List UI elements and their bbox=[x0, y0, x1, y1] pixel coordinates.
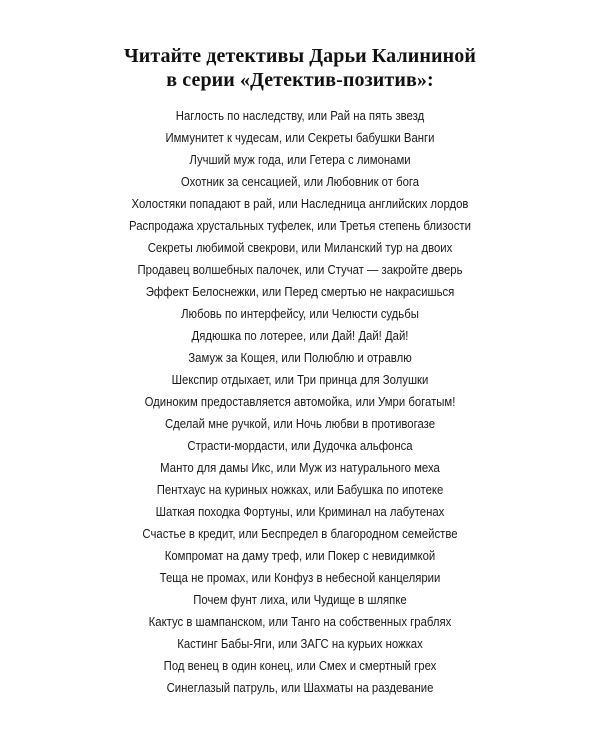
book-title: Холостяки попадают в рай, или Наследница английских лордов bbox=[131, 196, 469, 211]
book-title: Замуж за Кощея, или Полюблю и отравлю bbox=[188, 350, 412, 365]
heading-line-2: в серии «Детектив-позитив»: bbox=[166, 69, 434, 91]
book-title: Теща не промах, или Конфуз в небесной канцелярии bbox=[159, 570, 441, 585]
book-title: Любовь по интерфейсу, или Челюсти судьбы bbox=[181, 306, 419, 321]
book-title: Шаткая походка Фортуны, или Криминал на лабутенах bbox=[155, 504, 445, 519]
book-title: Кастинг Бабы-Яги, или ЗАГС на курьих ножках bbox=[177, 636, 423, 651]
book-title: Эффект Белоснежки, или Перед смертью не накрасишься bbox=[145, 284, 455, 299]
book-title: Почем фунт лиха, или Чудище в шляпке bbox=[193, 592, 407, 607]
book-title: Кактус в шампанском, или Танго на собственных граблях bbox=[148, 614, 452, 629]
book-title: Лучший муж года, или Гетера с лимонами bbox=[189, 152, 411, 167]
book-title: Шекспир отдыхает, или Три принца для Золушки bbox=[171, 372, 429, 387]
book-title: Манто для дамы Икс, или Муж из натурального меха bbox=[160, 460, 440, 475]
book-title: Охотник за сенсацией, или Любовник от бога bbox=[180, 174, 420, 189]
book-title: Счастье в кредит, или Беспредел в благородном семействе bbox=[142, 526, 458, 541]
book-title: Одиноким предоставляется автомойка, или Умри богатым! bbox=[144, 394, 456, 409]
book-title: Страсти-мордасти, или Дудочка альфонса bbox=[187, 438, 413, 453]
book-title: Синеглазый патруль, или Шахматы на раздевание bbox=[166, 680, 434, 695]
page-heading bbox=[0, 44, 600, 92]
book-title: Пентхаус на куриных ножках, или Бабушка по ипотеке bbox=[156, 482, 444, 497]
book-title: Секреты любимой свекрови, или Миланский тур на двоих bbox=[147, 240, 453, 255]
book-title: Продавец волшебных палочек, или Стучат — закройте дверь bbox=[137, 262, 463, 277]
book-title: Дядюшка по лотерее, или Дай! Дай! Дай! bbox=[191, 328, 409, 343]
book-title: Сделай мне ручкой, или Ночь любви в противогазе bbox=[164, 416, 436, 431]
heading-line-1: Читайте детективы Дарьи Калининой bbox=[123, 45, 476, 67]
book-title: Распродажа хрустальных туфелек, или Третья степень близости bbox=[129, 218, 471, 233]
book-title-list bbox=[0, 105, 600, 699]
book-title: Иммунитет к чудесам, или Секреты бабушки Ванги bbox=[165, 130, 435, 145]
book-title: Наглость по наследству, или Рай на пять звезд bbox=[175, 108, 425, 123]
book-title: Под венец в один конец, или Смех и смертный грех bbox=[163, 658, 437, 673]
book-title: Компромат на даму треф, или Покер с невидимкой bbox=[164, 548, 436, 563]
